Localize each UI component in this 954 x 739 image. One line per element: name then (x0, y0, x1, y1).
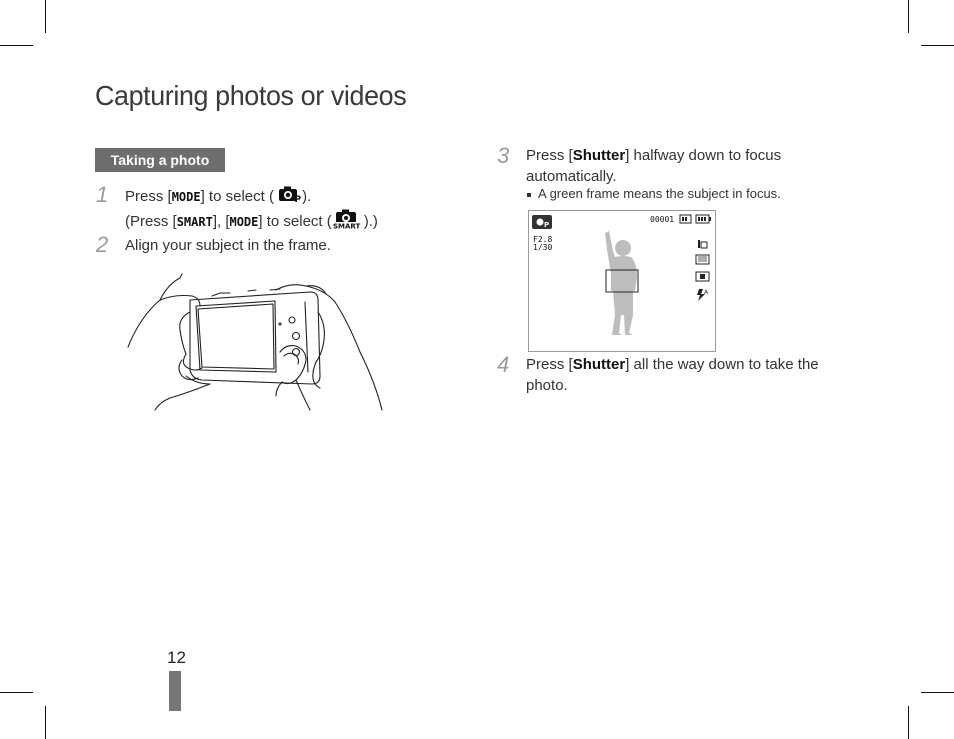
crop-mark (908, 706, 909, 739)
crop-mark (45, 0, 46, 33)
bullet-icon (527, 193, 531, 197)
subject-silhouette (605, 231, 637, 335)
section-heading: Taking a photo (95, 148, 225, 172)
step-number: 4 (497, 352, 510, 377)
aperture-readout: F2.8 (533, 235, 553, 244)
step-3-text: Press [Shutter] halfway down to focus automatically. (526, 147, 782, 185)
memory-card-icon (680, 215, 691, 223)
flash-auto-icon (697, 289, 709, 301)
mode-key-label: MODE (171, 189, 201, 204)
step-number: 2 (96, 232, 109, 257)
crop-mark (921, 45, 954, 46)
smart-key-label: SMART (176, 214, 213, 229)
battery-icon (696, 215, 711, 223)
svg-text:P: P (544, 221, 550, 229)
step-3-note: A green frame means the subject in focus. (527, 186, 781, 201)
shot-counter: 00001 (650, 215, 675, 224)
shutter-speed-readout: 1/30 (533, 243, 553, 252)
crop-mark (0, 45, 33, 46)
page-number: 12 (167, 648, 186, 667)
camera-screen-preview (528, 210, 716, 352)
step-number: 1 (96, 182, 109, 207)
shutter-key-label: Shutter (572, 356, 626, 373)
svg-text:SMART: SMART (332, 222, 361, 229)
quality-icon (696, 255, 709, 264)
metering-icon (696, 272, 709, 281)
step-4-text: Press [Shutter] all the way down to take the photo. (526, 356, 819, 394)
page-tab-marker (169, 671, 181, 711)
svg-text:P: P (294, 195, 302, 203)
resolution-icon (698, 240, 707, 248)
page-title: Capturing photos or videos (95, 80, 407, 111)
crop-mark (0, 692, 33, 693)
shutter-key-label: Shutter (572, 147, 626, 164)
program-camera-icon (278, 185, 302, 209)
crop-mark (908, 0, 909, 33)
svg-text:A: A (704, 289, 709, 296)
crop-mark (45, 706, 46, 739)
step-2-text: Align your subject in the frame. (125, 237, 331, 254)
crop-mark (921, 692, 954, 693)
step-1-text: Press [MODE] to select ( P ). (Press [SMART], [MODE] to select ( SMART ).) (125, 185, 445, 235)
step-number: 3 (497, 143, 510, 168)
mode-key-label: MODE (229, 214, 259, 229)
smart-camera-icon (332, 209, 364, 235)
hands-holding-camera-illustration (120, 272, 390, 412)
program-mode-icon (532, 215, 552, 229)
